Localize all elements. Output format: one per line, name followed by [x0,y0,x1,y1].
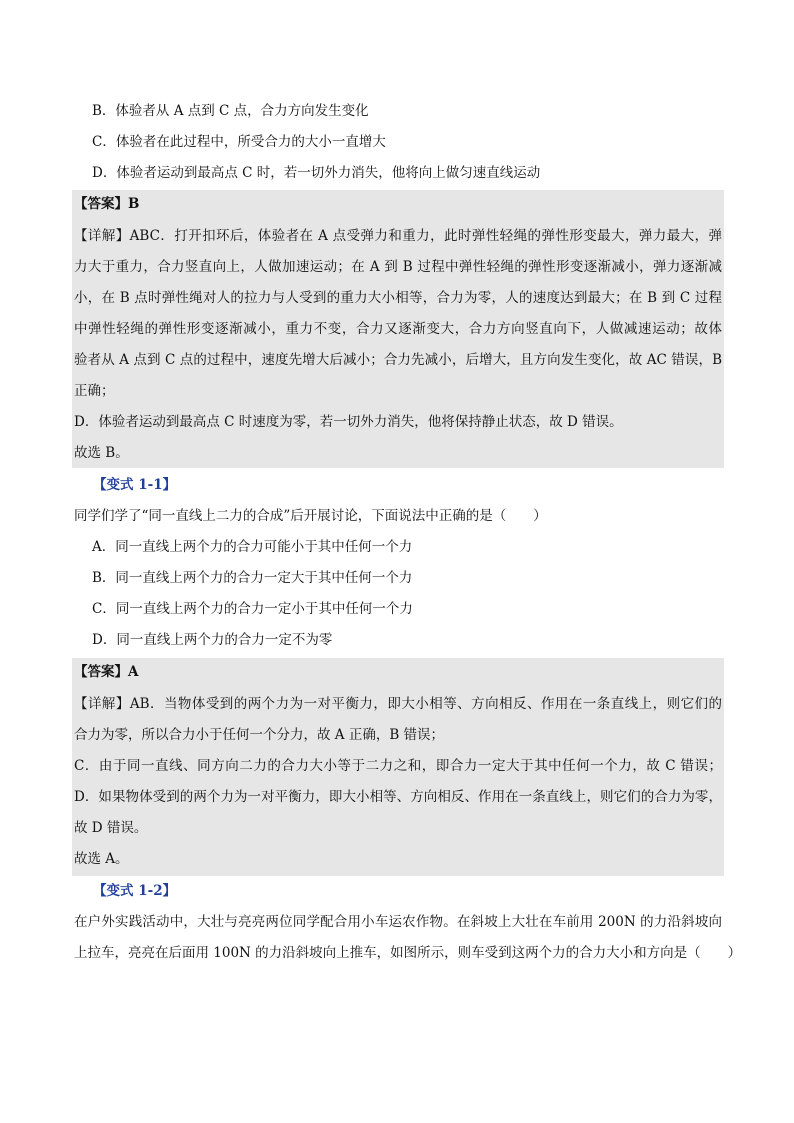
detail-line: D．如果物体受到的两个力为一对平衡力，即大小相等、方向相反、作用在一条直线上，则它们的合力为零， [74,789,722,805]
detail-line: 故选 A。 [74,851,129,867]
answer-line [74,662,138,682]
detail-line: 验者从 A 点到 C 点的过程中，速度先增大后减小；合力先减小，后增大，且方向发生变化，故 AC 错误，B [74,352,722,368]
detail-line: C．由于同一直线、同方向二力的合力大小等于二力之和，即合力一定大于其中任何一个力，故 C 错误； [74,758,722,774]
option-d: D．体验者运动到最高点 C 时，若一切外力消失，他将向上做匀速直线运动 [92,165,541,181]
detail-line: 【详解】ABC．打开扣环后，体验者在 A 点受弹力和重力，此时弹性轻绳的弹性形变最大，弹力最大，弹 [74,228,722,244]
detail-line: D．体验者运动到最高点 C 时速度为零，若一切外力消失，他将保持静止状态，故 D 错误。 [74,414,623,430]
detail-line: 故 D 错误。 [74,820,148,836]
detail-line: 正确； [74,383,115,399]
answer-value: A [128,664,139,680]
option-b: B．同一直线上两个力的合力一定大于其中任何一个力 [92,570,413,586]
option-a: A．同一直线上两个力的合力可能小于其中任何一个力 [92,539,413,555]
detail-line: 力大于重力，合力竖直向上，人做加速运动；在 A 到 B 过程中弹性轻绳的弹性形变逐渐减小，弹力逐渐减 [74,259,722,275]
detail-line: 中弹性轻绳的弹性形变逐渐减小，重力不变，合力又逐渐变大，合力方向竖直向下，人做减速运动；故体 [74,321,722,337]
answer-label: 【答案】 [74,664,128,680]
detail-line: 故选 B。 [74,445,129,461]
option-c: C．体验者在此过程中，所受合力的大小一直增大 [92,134,386,150]
question-stem: 同学们学了“同一直线上二力的合成”后开展讨论，下面说法中正确的是（ ） [74,508,547,524]
detail-line: 合力为零，所以合力小于任何一个分力，故 A 正确，B 错误； [74,727,445,743]
variant-label: 【变式 1-1】 [93,477,177,493]
answer-label: 【答案】 [74,196,128,212]
detail-line: 小，在 B 点时弹性绳对人的拉力与人受到的重力大小相等，合力为零，人的速度达到最大；在 B 到 C 过程 [74,290,722,306]
question-stem: 上拉车，亮亮在后面用 100N 的力沿斜坡向上推车，如图所示，则车受到这两个力的合力大小和方向是（ ） [74,945,742,961]
variant-label: 【变式 1-2】 [93,883,177,899]
option-d: D．同一直线上两个力的合力一定不为零 [92,632,333,648]
answer-line [74,194,139,214]
option-c: C．同一直线上两个力的合力一定小于其中任何一个力 [92,601,413,617]
detail-line: 【详解】AB．当物体受到的两个力为一对平衡力，即大小相等、方向相反、作用在一条直线上，则它们的 [74,696,722,712]
answer-value: B [128,196,140,212]
question-stem: 在户外实践活动中，大壮与亮亮两位同学配合用小车运农作物。在斜坡上大壮在车前用 200N 的力沿斜坡向 [74,914,722,930]
option-b: B．体验者从 A 点到 C 点，合力方向发生变化 [92,103,369,119]
